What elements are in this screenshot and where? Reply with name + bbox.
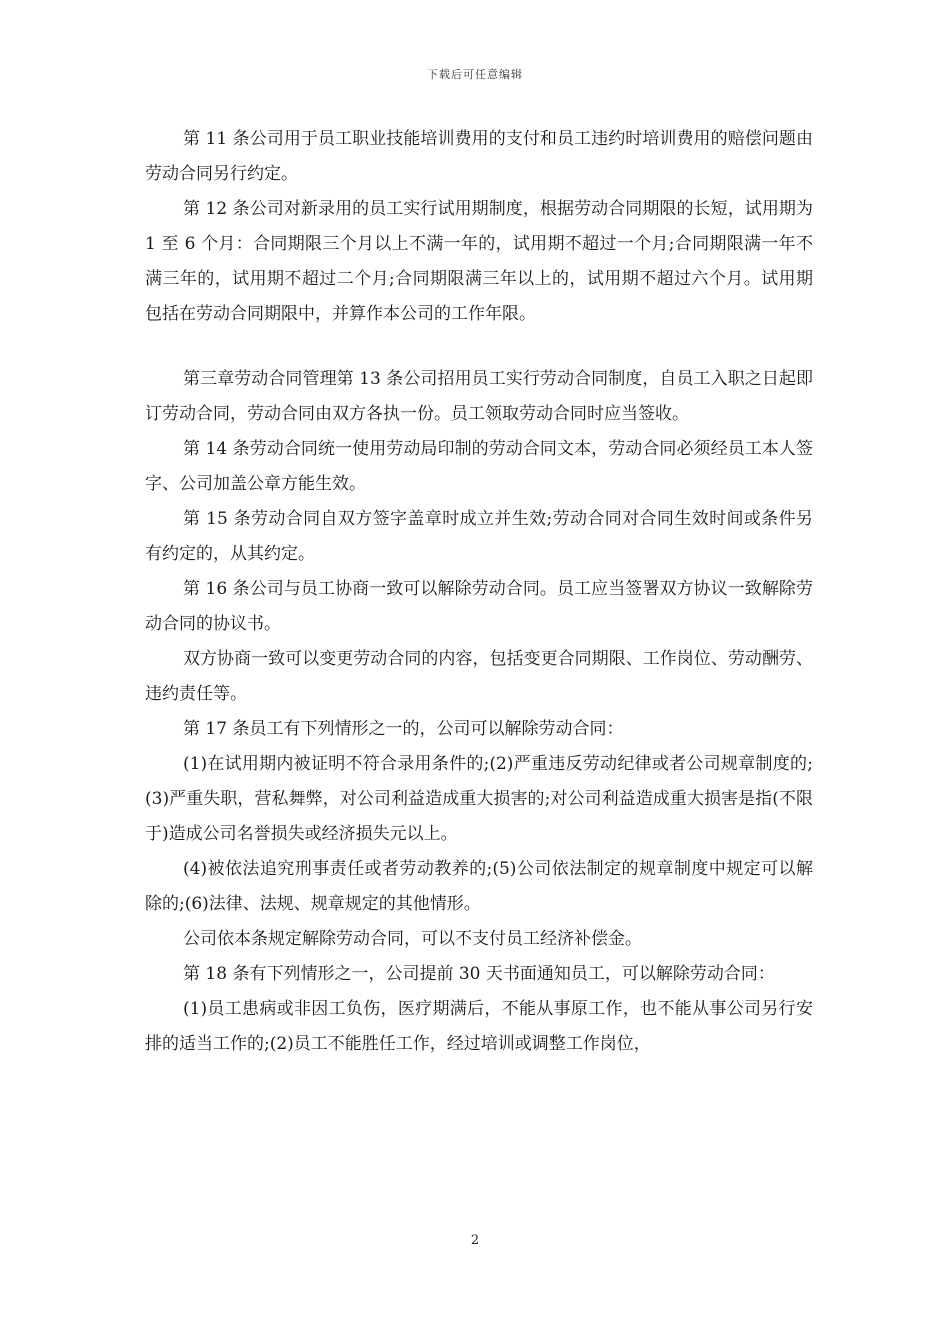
- paragraph-article-15: 第 15 条劳动合同自双方签字盖章时成立并生效;劳动合同对合同生效时间或条件另有约定的，从其约定。: [145, 509, 813, 564]
- paragraph-article-11: 第 11 条公司用于员工职业技能培训费用的支付和员工违约时培训费用的赔偿问题由劳动合同另行约定。: [145, 129, 813, 184]
- paragraph-article-14: 第 14 条劳动合同统一使用劳动局印制的劳动合同文本，劳动合同必须经员工本人签字、公司加盖公章方能生效。: [145, 439, 813, 494]
- paragraph-article-16: 第 16 条公司与员工协商一致可以解除劳动合同。员工应当签署双方协议一致解除劳动合同的协议书。: [145, 579, 813, 634]
- paragraph-contract-change: 双方协商一致可以变更劳动合同的内容，包括变更合同期限、工作岗位、劳动酬劳、违约责任等。: [145, 649, 813, 704]
- document-body: [145, 122, 813, 1062]
- paragraph-article-18: 第 18 条有下列情形之一，公司提前 30 天书面通知员工，可以解除劳动合同：: [183, 964, 775, 984]
- paragraph-no-compensation: 公司依本条规定解除劳动合同，可以不支付员工经济补偿金。: [183, 929, 642, 949]
- paragraph-article-17: 第 17 条员工有下列情形之一的，公司可以解除劳动合同：: [183, 719, 624, 739]
- paragraph-article-17-items-4-6: (4)被依法追究刑事责任或者劳动教养的;(5)公司依法制定的规章制度中规定可以解除的;(6)法律、法规、规章规定的其他情形。: [145, 859, 813, 914]
- page-number: 2: [470, 1233, 480, 1248]
- paragraph-article-18-items: (1)员工患病或非因工负伤，医疗期满后，不能从事原工作，也不能从事公司另行安排的适当工作的;(2)员工不能胜任工作，经过培训或调整工作岗位，: [145, 999, 813, 1054]
- page-header: 下载后可任意编辑: [427, 68, 523, 81]
- paragraph-chapter-3-article-13: 第三章劳动合同管理第 13 条公司招用员工实行劳动合同制度，自员工入职之日起即订劳动合同，劳动合同由双方各执一份。员工领取劳动合同时应当签收。: [145, 369, 813, 424]
- paragraph-article-17-items-1-3: (1)在试用期内被证明不符合录用条件的;(2)严重违反劳动纪律或者公司规章制度的;(3)严重失职，营私舞弊，对公司利益造成重大损害的;对公司利益造成重大损害是指(不限于)造成公司名誉损失或经济损失元以上。: [145, 754, 813, 844]
- paragraph-article-12: 第 12 条公司对新录用的员工实行试用期制度，根据劳动合同期限的长短，试用期为 1 至 6 个月：合同期限三个月以上不满一年的，试用期不超过一个月;合同期限满一年不满三年的，试用期不超过二个月;合同期限满三年以上的，试用期不超过六个月。试用期包括在劳动合同期限中，并算作本公司的工作年限。: [145, 199, 813, 324]
